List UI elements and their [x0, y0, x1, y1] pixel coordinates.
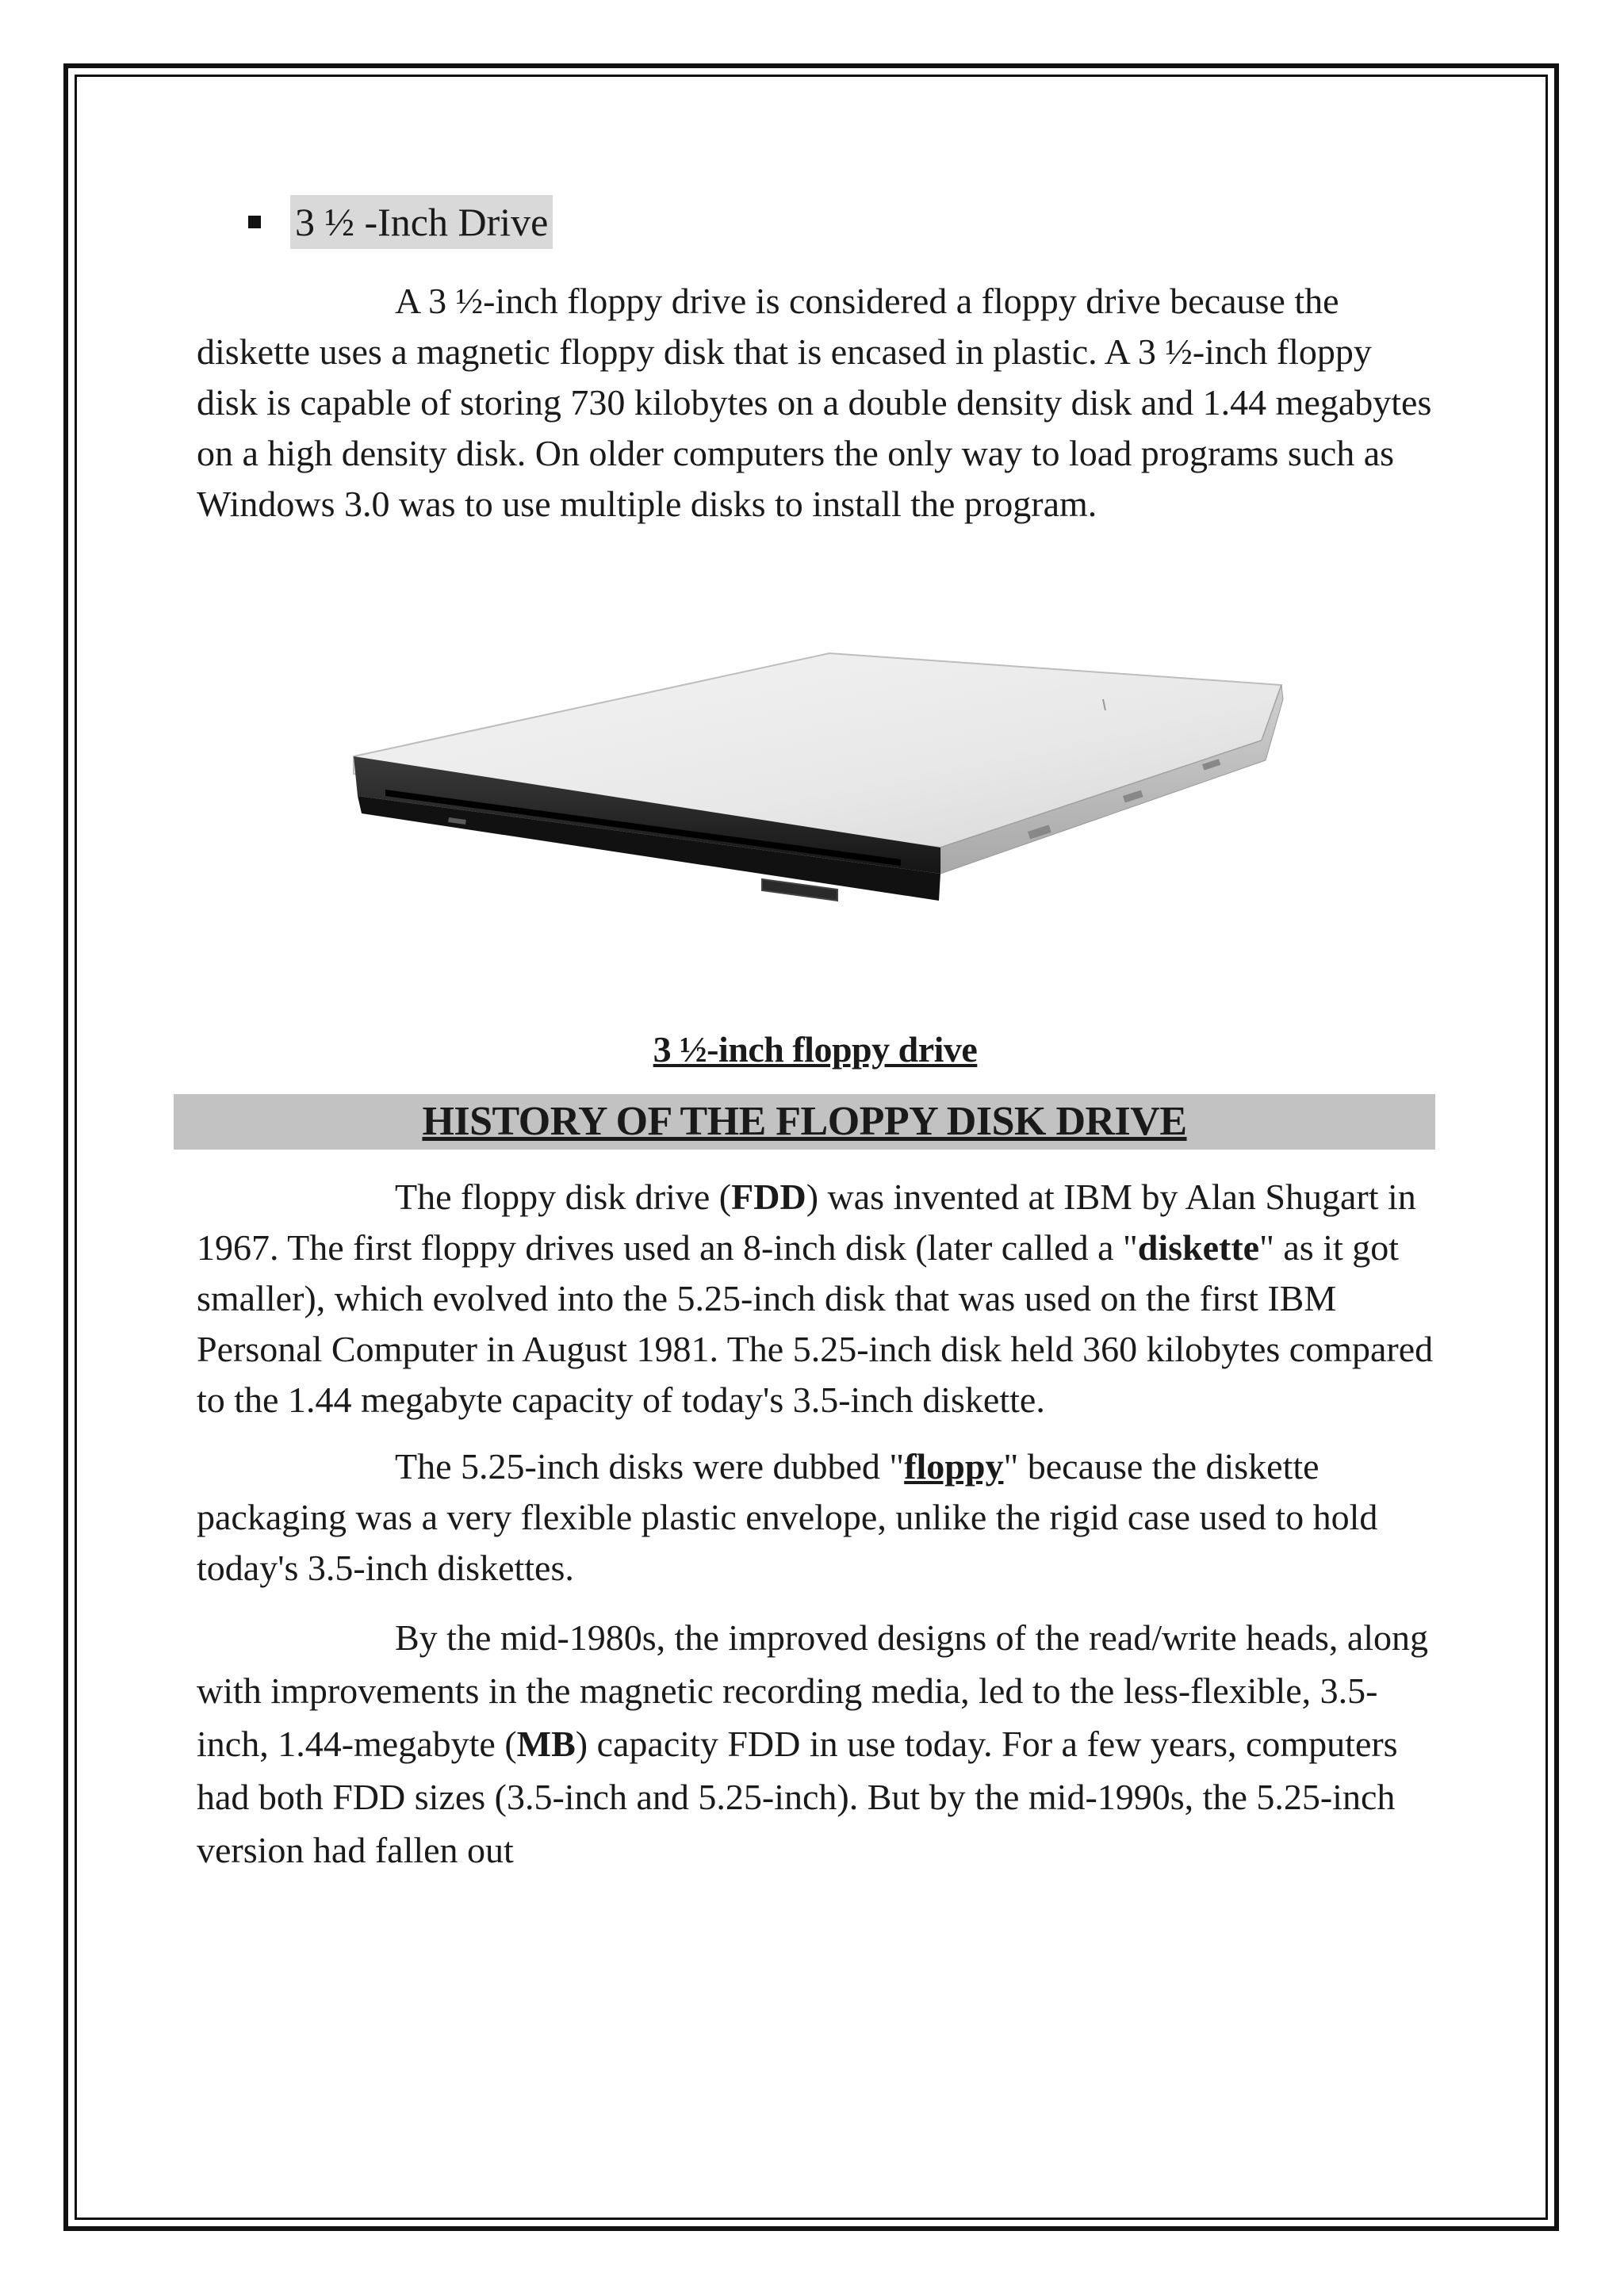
history-heading: HISTORY OF THE FLOPPY DISK DRIVE: [174, 1094, 1435, 1150]
floppy-link[interactable]: floppy: [904, 1446, 1004, 1487]
history-p1-text-c: " as it got smaller), which evolved into the 5.25-inch disk that was used on the first IBM Personal Computer in August 1981. The 5.25-inch disk held 360 kilobytes compared to the 1.44 megabyte capacity of today's 3.5-inch diskette.: [197, 1227, 1434, 1420]
floppy-drive-image: [330, 606, 1337, 986]
history-paragraph-3: [197, 1611, 1434, 1877]
diskette-term: diskette: [1137, 1227, 1260, 1268]
history-p2-text-b: " because the diskette packaging was a very flexible plastic envelope, unlike the rigid case used to hold today's 3.5-inch diskettes.: [197, 1446, 1378, 1588]
history-paragraph-1: [197, 1172, 1434, 1425]
figure-caption: 3 ½-inch floppy drive: [653, 1029, 978, 1070]
mb-term: MB: [516, 1724, 576, 1764]
fdd-term: FDD: [731, 1177, 806, 1217]
history-p1-text-b: ) was invented at IBM by Alan Shugart in 1967. The first floppy drives used an 8-inch disk (later called a ": [197, 1177, 1416, 1268]
section-paragraph: A 3 ½-inch floppy drive is considered a floppy drive because the diskette uses a magnetic floppy disk that is encased in plastic. A 3 ½-inch floppy disk is capable of storing 730 kilobytes on a double density disk and 1.44 megabytes on a high density disk. On older computers the only way to load programs such as Windows 3.0 was to use multiple disks to install the program.: [197, 281, 1432, 524]
history-paragraph-2: [197, 1441, 1434, 1594]
section-heading-text: 3 ½ -Inch Drive: [290, 195, 553, 249]
section-heading: [248, 190, 1434, 254]
square-bullet-icon: [248, 216, 261, 228]
paragraph-gap: [197, 1425, 1434, 1441]
history-p3-text-b: ) capacity FDD in use today. For a few years, computers had both FDD sizes (3.5-inch and 5.25-inch). But by the mid-1990s, the 5.25-inch version had fallen out: [197, 1724, 1398, 1870]
floppy-drive-illustration: [330, 606, 1337, 986]
page-content: [197, 190, 1434, 1877]
history-p1-text-a: The floppy disk drive (: [395, 1177, 732, 1217]
history-p2-text-a: The 5.25-inch disks were dubbed ": [395, 1446, 905, 1487]
history-p3-text-a: By the mid-1980s, the improved designs of the read/write heads, along with improvements in the magnetic recording media, led to the less-flexible, 3.5-inch, 1.44-megabyte (: [197, 1617, 1429, 1764]
paragraph-gap: [197, 1594, 1434, 1611]
